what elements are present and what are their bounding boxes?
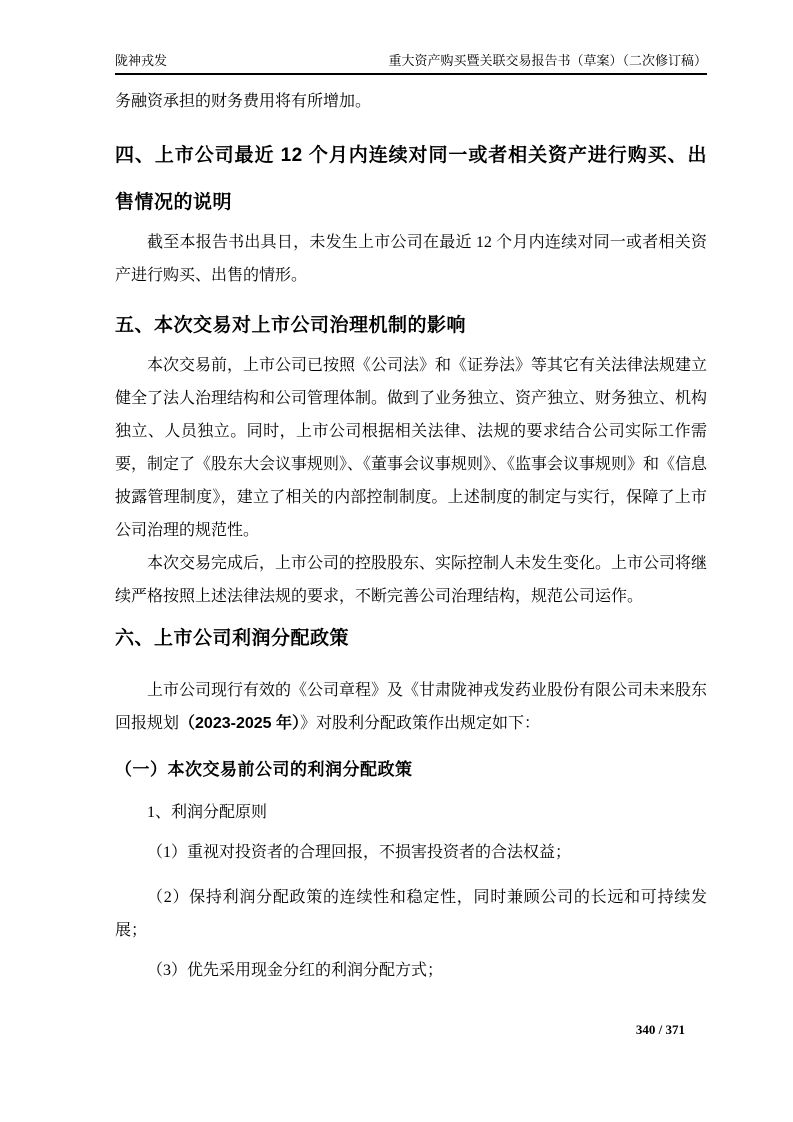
page-content [115,85,707,987]
section-6-paragraph-tail: 》对股利分配政策作出规定如下： [299,715,540,732]
header-report-title: 重大资产购买暨关联交易报告书（草案）（二次修订稿） [388,53,707,68]
section-5-heading: 五、本次交易对上市公司治理机制的影响 [115,315,467,336]
continuation-paragraph: 务融资承担的财务费用将有所增加。 [115,93,372,110]
page-header [115,52,707,75]
section-5-paragraph-1: 本次交易前，上市公司已按照《公司法》和《证券法》等其它有关法律法规建立健全了法人治理结构和公司管理体制。做到了业务独立、资产独立、财务独立、机构独立、人员独立。同时，上市公司根据相关法律、法规的要求结合公司实际工作需要，制定了《股东大会议事规则》、《董事会议事规则》、《监事会议事规则》和《信息披露管理制度》，建立了相关的内部控制制度。上述制度的制定与实行，保障了上市公司治理的规范性。 [115,357,708,539]
section-6-paragraph-text: 上市公司现行有效的《公司章程》及《甘肃陇神戎发药业股份有限公司未来股东回报规划 [115,682,708,732]
section-4-paragraph: 截至本报告书出具日，未发生上市公司在最近 12 个月内连续对同一或者相关资产进行购买、出售的情形。 [115,234,707,284]
list-item-1: （1）重视对投资者的合理回报，不损害投资者的合法权益； [147,844,572,861]
page-number: 340 / 371 [635,1022,685,1037]
section-6-paragraph-bold-years: （2023-2025 年） [179,715,300,732]
list-item-2: （2）保持利润分配政策的连续性和稳定性，同时兼顾公司的长远和可持续发展； [115,889,707,939]
section-5-paragraph-2: 本次交易完成后，上市公司的控股股东、实际控制人未发生变化。上市公司将继续严格按照上述法律法规的要求，不断完善公司治理结构，规范公司运作。 [115,555,708,605]
list-item-principle-title: 1、利润分配原则 [147,804,268,821]
subsection-1-heading: （一）本次交易前公司的利润分配政策 [115,760,413,779]
section-4-heading: 四、上市公司最近 12 个月内连续对同一或者相关资产进行购买、出售情况的说明 [115,145,707,213]
section-6-heading: 六、上市公司利润分配政策 [115,628,350,649]
list-item-3: （3）优先采用现金分红的利润分配方式； [147,962,444,979]
section-6-paragraph [115,674,707,740]
header-company-name: 陇神戎发 [115,53,168,68]
